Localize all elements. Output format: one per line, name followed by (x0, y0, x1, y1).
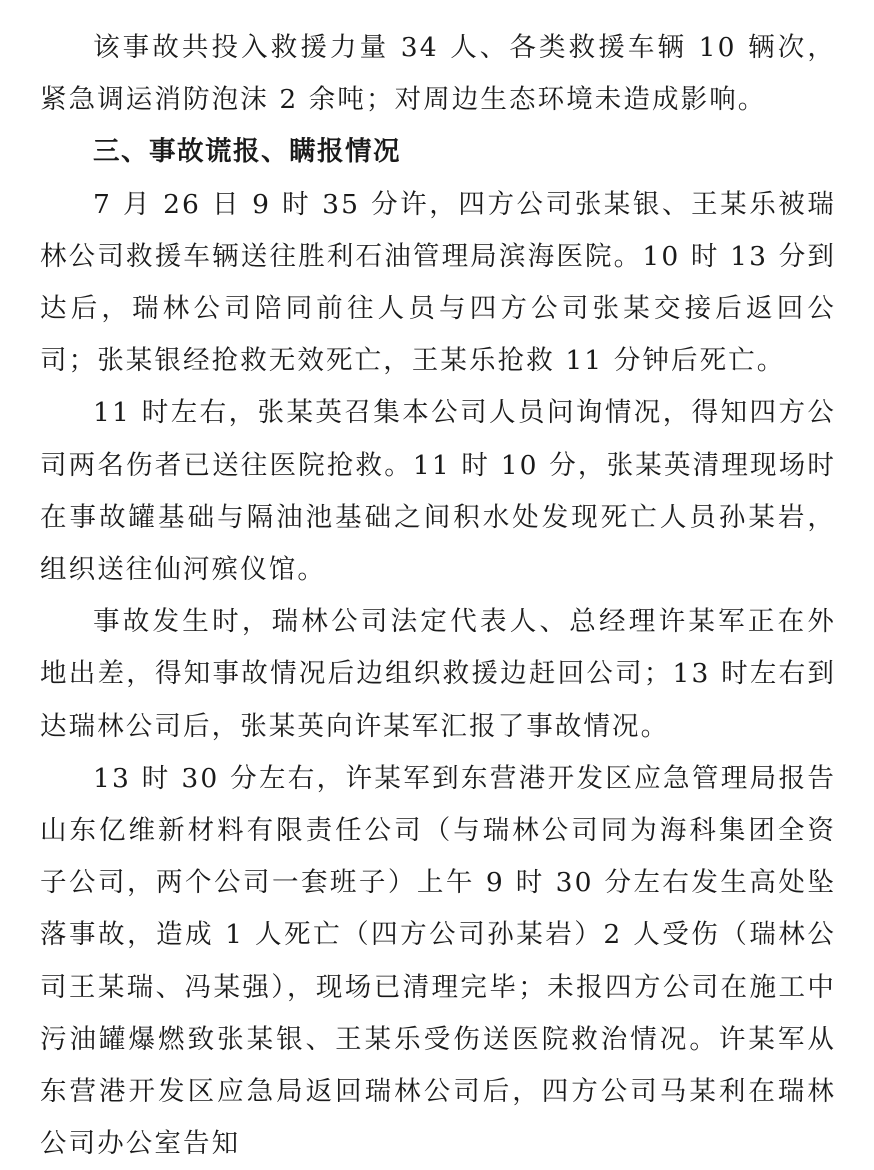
paragraph-false-report: 13 时 30 分左右，许某军到东营港开发区应急管理局报告山东亿维新材料有限责任公司（与瑞林公司同为海科集团全资子公司，两个公司一套班子）上午 9 时 30 分左右发生高处坠落事故，造成 1 人死亡（四方公司孙某岩）2 人受伤（瑞林公司王某瑞、冯某强），现场已清理完毕；未报四方公司在施工中污油罐爆燃致张某银、王某乐受伤送医院救治情况。许某军从东营港开发区应急局返回瑞林公司后，四方公司马某利在瑞林公司办公室告知 (40, 762, 836, 1160)
paragraph-site-inquiry: 11 时左右，张某英召集本公司人员问询情况，得知四方公司两名伤者已送往医院抢救。11 时 10 分，张某英清理现场时在事故罐基础与隔油池基础之间积水处发现死亡人员孙某岩，组织送往仙河殡仪馆。 (40, 397, 836, 586)
paragraph-hospital-transfer: 7 月 26 日 9 时 35 分许，四方公司张某银、王某乐被瑞林公司救援车辆送往胜利石油管理局滨海医院。10 时 13 分到达后，瑞林公司陪同前往人员与四方公司张某交接后返回公司；张某银经抢救无效死亡，王某乐抢救 11 分钟后死亡。 (40, 188, 836, 377)
paragraph-rescue-resources: 该事故共投入救援力量 34 人、各类救援车辆 10 辆次，紧急调运消防泡沫 2 余吨；对周边生态环境未造成影响。 (40, 32, 836, 116)
section-heading: 三、事故谎报、瞒报情况 (93, 136, 401, 168)
paragraph-manager-return: 事故发生时，瑞林公司法定代表人、总经理许某军正在外地出差，得知事故情况后边组织救援边赶回公司；13 时左右到达瑞林公司后，张某英向许某军汇报了事故情况。 (40, 606, 836, 742)
